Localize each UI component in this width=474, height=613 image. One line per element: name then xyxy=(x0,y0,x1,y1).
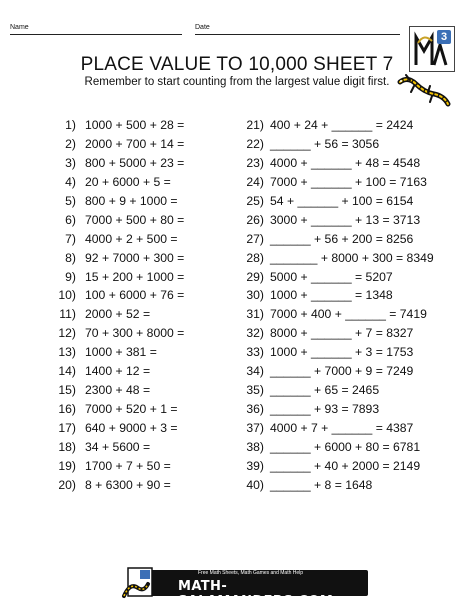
question-text: 2000 + 700 + 14 = xyxy=(85,136,185,151)
question-text: 8000 + ______ + 7 = 8327 xyxy=(270,326,414,341)
question-32: 32) 8000 + ______ + 7 = 8327 xyxy=(246,326,414,341)
question-text: 640 + 9000 + 3 = xyxy=(85,421,178,435)
question-text: 70 + 300 + 8000 = xyxy=(85,326,185,341)
question-text: ______ + 93 = 7893 xyxy=(270,402,380,417)
question-text: 7000 + 400 + ______ = 7419 xyxy=(270,307,427,322)
question-text: ______ + 40 + 2000 = 2149 xyxy=(270,458,421,473)
questions-right-column xyxy=(240,116,434,495)
footer-bar xyxy=(140,570,368,609)
question-text: _______ + 8000 + 300 = 8349 xyxy=(270,250,434,265)
footer-banner[interactable] xyxy=(118,566,378,609)
question-text: 1000 + 381 = xyxy=(85,345,157,360)
question-text: 7000 + 520 + 1 = xyxy=(85,402,178,417)
question-text: 800 + 5000 + 23 = xyxy=(85,155,185,170)
question-6: 6) 7000 + 500 + 80 = xyxy=(65,212,185,227)
question-8: 8) 92 + 7000 + 300 = xyxy=(65,250,185,265)
question-21: 21) 400 + 24 + ______ = 2424 xyxy=(246,118,414,132)
question-25: 25) 54 + ______ + 100 = 6154 xyxy=(246,193,414,208)
question-37: 37) 4000 + 7 + ______ = 4387 xyxy=(246,421,414,435)
question-text: 15 + 200 + 1000 = xyxy=(85,269,185,284)
question-text: 54 + ______ + 100 = 6154 xyxy=(270,193,414,208)
question-text: 1000 + ______ = 1348 xyxy=(270,288,393,303)
question-2: 2) 2000 + 700 + 14 = xyxy=(65,136,185,151)
salamander-mascot-icon xyxy=(118,566,158,600)
question-17: 17) 640 + 9000 + 3 = xyxy=(58,421,178,435)
question-text: 4000 + ______ + 48 = 4548 xyxy=(270,155,421,170)
question-35: 35) ______ + 65 = 2465 xyxy=(246,383,380,398)
question-text: 2000 + 52 = xyxy=(85,307,151,322)
question-text: 2300 + 48 = xyxy=(85,383,151,398)
question-19: 19) 1700 + 7 + 50 = xyxy=(58,458,171,473)
question-text: ______ + 7000 + 9 = 7249 xyxy=(270,364,414,379)
question-text: 4000 + 7 + ______ = 4387 xyxy=(270,421,414,435)
question-text: ______ + 56 = 3056 xyxy=(270,136,380,151)
question-text: 7000 + ______ + 100 = 7163 xyxy=(270,174,427,189)
question-7: 7) 4000 + 2 + 500 = xyxy=(65,231,178,246)
question-29: 29) 5000 + ______ = 5207 xyxy=(246,269,393,284)
question-text: 7000 + 500 + 80 = xyxy=(85,212,185,227)
question-22: 22) ______ + 56 = 3056 xyxy=(246,136,380,151)
question-24: 24) 7000 + ______ + 100 = 7163 xyxy=(246,174,427,189)
question-39: 39) ______ + 40 + 2000 = 2149 xyxy=(246,458,421,473)
question-38: 38) ______ + 6000 + 80 = 6781 xyxy=(246,439,421,454)
question-9: 9) 15 + 200 + 1000 = xyxy=(65,269,185,284)
date-label: Date xyxy=(195,24,210,31)
question-15: 15) 2300 + 48 = xyxy=(58,383,151,398)
question-3: 3) 800 + 5000 + 23 = xyxy=(65,155,185,170)
question-16: 16) 7000 + 520 + 1 = xyxy=(58,402,178,417)
question-30: 30) 1000 + ______ = 1348 xyxy=(246,288,393,303)
salamander-icon xyxy=(396,74,452,110)
question-text: ______ + 56 + 200 = 8256 xyxy=(270,231,414,246)
question-text: 4000 + 2 + 500 = xyxy=(85,231,178,246)
question-4: 4) 20 + 6000 + 5 = xyxy=(65,174,171,189)
question-18: 18) 34 + 5600 = xyxy=(58,439,151,454)
question-26: 26) 3000 + ______ + 13 = 3713 xyxy=(246,212,421,227)
questions-left-column xyxy=(42,116,184,495)
question-text: 1400 + 12 = xyxy=(85,364,151,379)
date-line[interactable] xyxy=(195,34,400,35)
footer-tagline: Free Math Sheets, Math Games and Math Help xyxy=(198,570,304,576)
question-40: 40) ______ + 8 = 1648 xyxy=(246,477,373,492)
question-text: 1000 + ______ + 3 = 1753 xyxy=(270,345,414,360)
question-text: 800 + 9 + 1000 = xyxy=(85,193,178,208)
question-text: 400 + 24 + ______ = 2424 xyxy=(270,118,414,132)
question-33: 33) 1000 + ______ + 3 = 1753 xyxy=(246,345,414,360)
name-line[interactable] xyxy=(10,34,182,35)
footer-wordmark: MATH-SALAMANDERS.COM xyxy=(178,579,334,609)
question-5: 5) 800 + 9 + 1000 = xyxy=(65,193,178,208)
question-text: 1700 + 7 + 50 = xyxy=(85,458,171,473)
question-text: 8 + 6300 + 90 = xyxy=(85,477,171,492)
question-23: 23) 4000 + ______ + 48 = 4548 xyxy=(246,155,421,170)
question-1: 1) 1000 + 500 + 28 = xyxy=(65,118,185,132)
question-text: 1000 + 500 + 28 = xyxy=(85,118,185,132)
question-14: 14) 1400 + 12 = xyxy=(58,364,151,379)
question-text: 3000 + ______ + 13 = 3713 xyxy=(270,212,421,227)
question-27: 27) ______ + 56 + 200 = 8256 xyxy=(246,231,414,246)
question-text: ______ + 6000 + 80 = 6781 xyxy=(270,439,421,454)
page-title: PLACE VALUE TO 10,000 SHEET 7 xyxy=(80,54,394,75)
question-34: 34) ______ + 7000 + 9 = 7249 xyxy=(246,364,414,379)
question-text: 34 + 5600 = xyxy=(85,439,151,454)
question-31: 31) 7000 + 400 + ______ = 7419 xyxy=(246,307,427,322)
question-text: 20 + 6000 + 5 = xyxy=(85,174,171,189)
question-text: 5000 + ______ = 5207 xyxy=(270,269,393,284)
question-text: ______ + 65 = 2465 xyxy=(270,383,380,398)
question-11: 11) 2000 + 52 = xyxy=(59,307,151,322)
question-10: 10) 100 + 6000 + 76 = xyxy=(58,288,185,303)
question-36: 36) ______ + 93 = 7893 xyxy=(246,402,380,417)
question-text: ______ + 8 = 1648 xyxy=(270,477,373,492)
grade-badge: 3 xyxy=(437,30,451,44)
question-text: 100 + 6000 + 76 = xyxy=(85,288,185,303)
name-label: Name xyxy=(10,24,29,31)
question-20: 20) 8 + 6300 + 90 = xyxy=(58,477,171,492)
instructions: Remember to start counting from the largest value digit first. xyxy=(84,76,390,88)
question-28: 28) _______ + 8000 + 300 = 8349 xyxy=(246,250,434,265)
question-13: 13) 1000 + 381 = xyxy=(58,345,157,360)
question-text: 92 + 7000 + 300 = xyxy=(85,250,185,265)
question-12: 12) 70 + 300 + 8000 = xyxy=(58,326,185,341)
